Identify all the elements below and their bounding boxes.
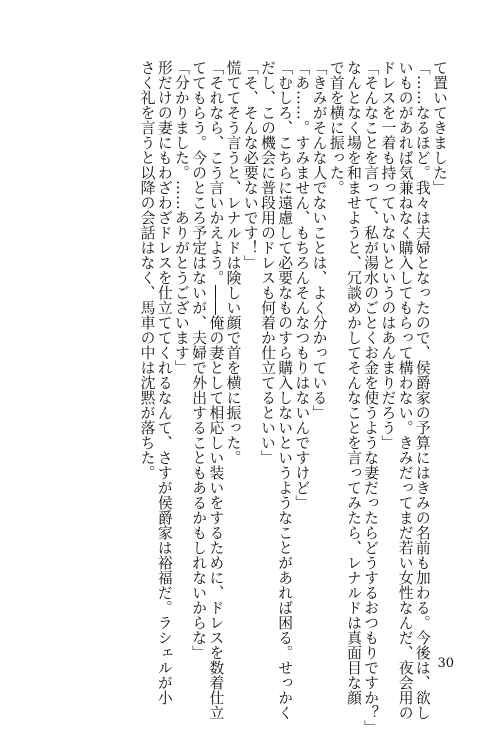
text-line: ドレスを一着も持っていないというのはあんまりだろう」 <box>379 60 397 450</box>
text-line: なんとなく場を和ませようと、冗談めかしてそんなことを言ってみたら、レナルドは真面目な顔 <box>344 60 362 705</box>
text-line: 「きみがそんな人でないことは、よく分かっている」 <box>310 60 328 420</box>
text-line: て置いてきました」 <box>431 60 448 195</box>
text-line: いものがあれば気兼ねなく購入してもらって構わない。きみだってまだ若い女性なんだ、夜会用の <box>396 60 414 720</box>
text-line: 「むしろ、こちらに遠慮して必要なものすら購入しないというようなことがあれば困る。せっかく <box>276 60 294 720</box>
text-line: 「……なるほど。我々は夫婦となったので、侯爵家の予算にはきみの名前も加わる。今後は、欲し <box>413 60 431 720</box>
text-line: 形だけの妻にもわざわざドレスを仕立ててくれるなんて、さすが侯爵家は裕福だ。ラシェルが小 <box>155 60 173 705</box>
text-line: だし、この機会に普段用のドレスも何着か仕立てるといい」 <box>258 60 276 465</box>
text-line: さく礼を言うと以降の会話はなく、馬車の中は沈黙が落ちた。 <box>138 60 156 480</box>
text-line: 慌ててそう言うと、レナルドは険しい顔で首を横に振った。 <box>224 60 242 465</box>
page-number: 30 <box>437 656 454 671</box>
text-line: ててもらう。今のところ予定はないが、夫婦で外出することもあるかもしれないからな」 <box>190 60 208 660</box>
text-line: 「それなら、こう言いかえよう。――俺の妻として相応しい装いをするために、ドレスを数着仕立 <box>207 60 225 720</box>
text-line: 「あ……。すみません、もちろんそんなつもりはないんですけど」 <box>293 60 311 510</box>
text-line: で首を横に振った。 <box>327 60 345 195</box>
text-line: 「そんなことを言って、私が湯水のごとくお金を使うような妻だったらどうするおつもりですか？」 <box>362 60 380 735</box>
text-line: 「そ、そんな必要ないです！」 <box>241 60 259 270</box>
text-line: 「分かりました。……ありがとうございます」 <box>172 60 190 375</box>
